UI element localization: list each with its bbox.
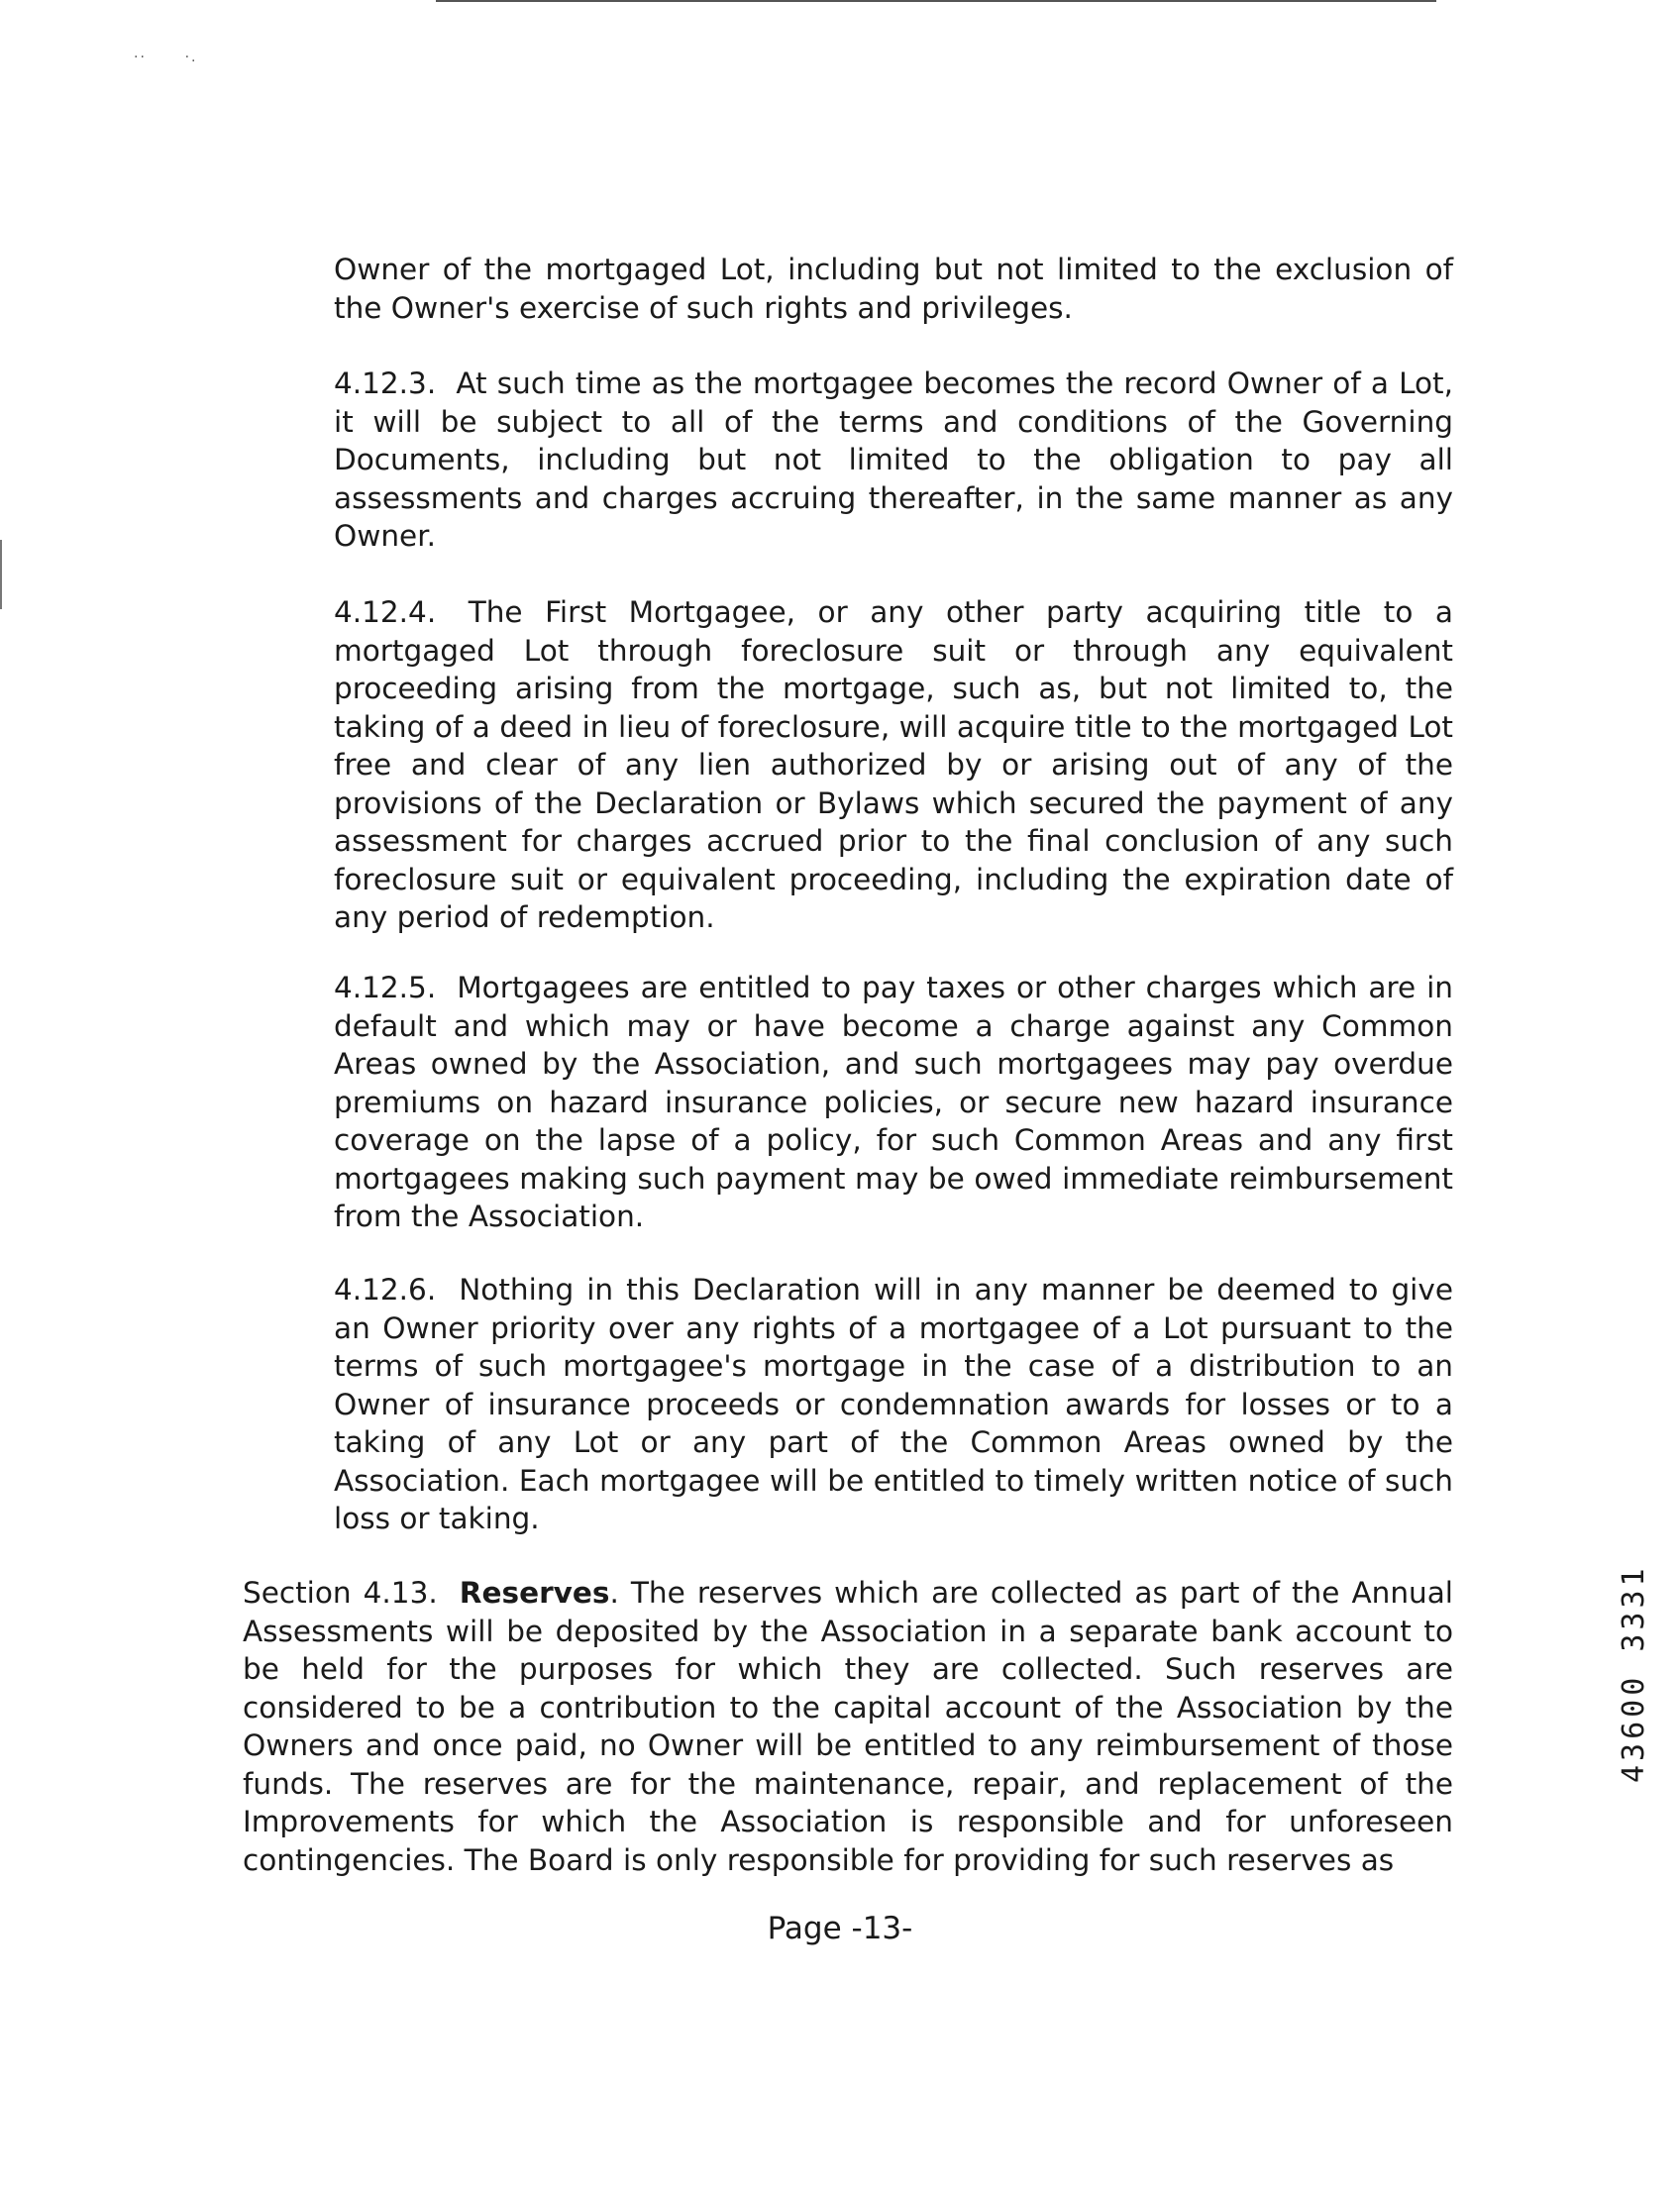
side-document-stamp: 43600 3331 xyxy=(1617,1564,1651,1783)
continuation-text: Owner of the mortgaged Lot, including but not limited to the exclusion of the Owner's exercise of such rights and privileges. xyxy=(334,253,1453,325)
section-heading: Reserves xyxy=(459,1576,610,1610)
subsection-text: The First Mortgagee, or any other party acquiring title to a mortgaged Lot through foreclosure suit or through any equivalent proceeding arising from the mortgage, such as, but not limited to, the taking of a deed in lieu of foreclosure, will acquire title to the mortgaged Lot free and clear of any lien authorized by or arising out of any of the provisions of the Declaration or Bylaws which secured the payment of any assessment for charges accrued prior to the final conclusion of any such foreclosure suit or equivalent proceeding, including the expiration date of any period of redemption. xyxy=(334,595,1453,934)
section-heading-punct: . xyxy=(609,1576,619,1610)
subsection-4-12-5 xyxy=(334,969,1453,1236)
top-scan-rule xyxy=(436,0,1436,2)
continuation-paragraph xyxy=(334,251,1453,327)
subsection-text: Mortgagees are entitled to pay taxes or other charges which are in default and which may or have become a charge against any Common Areas owned by the Association, and such mortgagees may pay overdue premiums on hazard insurance policies, or secure new hazard insurance coverage on the lapse of a policy, for such Common Areas and any first mortgagees making such payment may be owed immediate reimbursement from the Association. xyxy=(334,971,1453,1233)
section-4-13 xyxy=(243,1574,1453,1879)
subsection-4-12-6 xyxy=(334,1271,1453,1538)
section-label: Section 4.13. xyxy=(243,1576,438,1610)
subsection-4-12-3 xyxy=(334,365,1453,556)
scan-specks: ·· ·. xyxy=(134,50,198,65)
subsection-text: At such time as the mortgagee becomes the record Owner of a Lot, it will be subject to all of the terms and conditions of the Governing Documents, including but not limited to the obligation to pay all assessments and charges accruing thereafter, in the same manner as any Owner. xyxy=(334,366,1453,553)
subsection-text: Nothing in this Declaration will in any manner be deemed to give an Owner priority over any rights of a mortgagee of a Lot pursuant to the terms of such mortgagee's mortgage in the case of a distribution to an Owner of insurance proceeds or condemnation awards for losses or to a taking of any Lot or any part of the Common Areas owned by the Association. Each mortgagee will be entitled to timely written notice of such loss or taking. xyxy=(334,1273,1453,1535)
subsection-number: 4.12.4. xyxy=(334,595,437,629)
subsection-4-12-4 xyxy=(334,593,1453,937)
left-scan-mark xyxy=(0,540,2,609)
page-number: Page -13- xyxy=(767,1911,913,1946)
subsection-number: 4.12.5. xyxy=(334,971,437,1004)
subsection-number: 4.12.3. xyxy=(334,366,437,400)
subsection-number: 4.12.6. xyxy=(334,1273,437,1307)
section-text: The reserves which are collected as part of the Annual Assessments will be deposited by the Association in a separate bank account to be held for the purposes for which they are collected. Such reserves are considered to be a contribution to the capital account of the Association by the Owners and once paid, no Owner will be entitled to any reimbursement of those funds. The reserves are for the maintenance, repair, and replacement of the Improvements for which the Association is responsible and for unforeseen contingencies. The Board is only responsible for providing for such reserves as xyxy=(243,1576,1453,1877)
